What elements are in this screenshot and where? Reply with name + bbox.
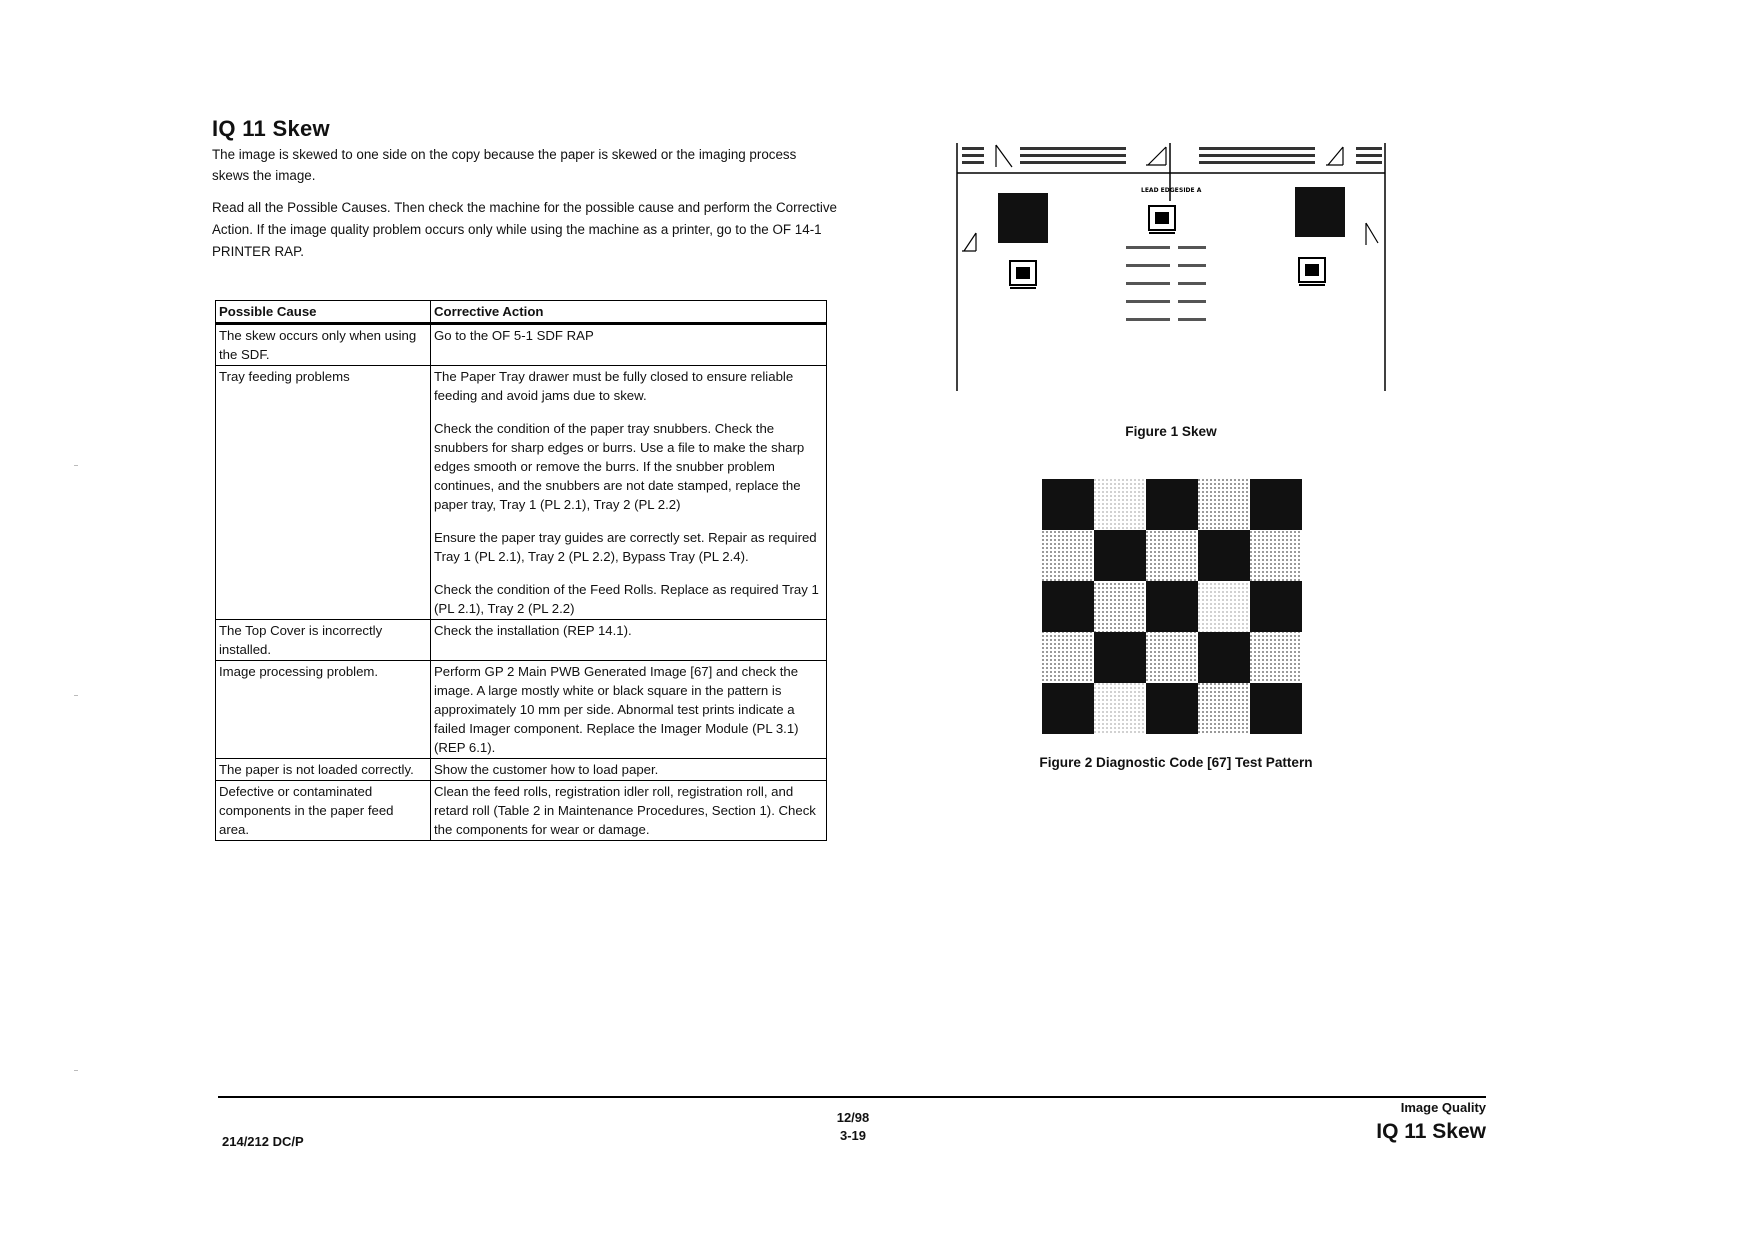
table-row <box>216 661 827 759</box>
header-possible-cause: Possible Cause <box>216 301 431 324</box>
footer-section-title: IQ 11 Skew <box>1376 1120 1486 1143</box>
header-corrective-action: Corrective Action <box>431 301 827 324</box>
action-text: Ensure the paper tray guides are correctly set. Repair as required Tray 1 (PL 2.1), Tray 2 (PL 2.2), Bypass Tray (PL 2.4). <box>434 530 817 564</box>
intro-paragraph: The image is skewed to one side on the copy because the paper is skewed or the imaging process skews the image. <box>212 147 797 183</box>
test-pattern-figure <box>1042 479 1302 734</box>
margin-speck <box>74 1070 78 1071</box>
action-text: The Paper Tray drawer must be fully closed to ensure reliable feeding and avoid jams due to skew. <box>434 369 794 403</box>
table-row <box>216 781 827 841</box>
action-text: Clean the feed rolls, registration idler roll, registration roll, and retard roll (Table 2 in Maintenance Procedures, Section 1). Check the components for wear or damage. <box>434 784 816 837</box>
cause-cell: Tray feeding problems <box>216 366 431 620</box>
cause-cell: Image processing problem. <box>216 661 431 759</box>
action-cell <box>431 324 827 366</box>
side-a-label: SIDE A <box>1179 187 1202 194</box>
top-scale-band <box>962 147 1382 164</box>
footer-rule <box>218 1096 1486 1098</box>
action-text: Perform GP 2 Main PWB Generated Image [67] and check the image. A large mostly white or black square in the pattern is approximately 10 mm per side. Abnormal test prints indicate a failed Imager component. Replace the Imager Module (PL 3.1) (REP 6.1). <box>434 664 799 755</box>
text-sample-block <box>1126 246 1206 321</box>
action-text: Show the customer how to load paper. <box>434 762 659 777</box>
page-title: IQ 11 Skew <box>212 116 330 141</box>
margin-speck <box>74 695 78 696</box>
solid-square-left <box>998 193 1048 243</box>
action-text: Check the condition of the paper tray snubbers. Check the snubbers for sharp edges or burrs. Use a file to make the sharp edges smooth or remove the burrs. If the snubber problem continues, and the snubbers are not date stamped, replace the paper tray, Tray 1 (PL 2.1), Tray 2 (PL 2.2) <box>434 421 805 512</box>
footer-model: 214/212 DC/P <box>222 1134 304 1149</box>
action-text: Check the installation (REP 14.1). <box>434 623 632 638</box>
cause-action-table <box>215 300 827 841</box>
figure1-caption: Figure 1 Skew <box>1125 424 1217 439</box>
cause-cell: The paper is not loaded correctly. <box>216 759 431 781</box>
table-header-row <box>216 301 827 324</box>
action-cell <box>431 620 827 661</box>
table-row <box>216 759 827 781</box>
skew-figure <box>956 143 1386 391</box>
action-cell <box>431 366 827 620</box>
registration-target <box>1299 258 1325 285</box>
registration-target <box>1149 206 1175 233</box>
footer-section: Image Quality <box>1400 1100 1486 1115</box>
action-text: Check the condition of the Feed Rolls. Replace as required Tray 1 (PL 2.1), Tray 2 (PL 2.2) <box>434 582 819 616</box>
cause-cell: The Top Cover is incorrectly installed. <box>216 620 431 661</box>
action-cell <box>431 661 827 759</box>
footer-date: 12/98 <box>836 1110 870 1125</box>
action-text: Go to the OF 5-1 SDF RAP <box>434 328 594 343</box>
solid-square-right <box>1295 187 1345 237</box>
table-row <box>216 366 827 620</box>
cause-cell: The skew occurs only when using the SDF. <box>216 324 431 366</box>
action-cell <box>431 759 827 781</box>
table-row <box>216 620 827 661</box>
table-row <box>216 324 827 366</box>
margin-speck <box>74 465 78 466</box>
checkerboard-pattern <box>1042 479 1302 734</box>
cause-cell: Defective or contaminated components in the paper feed area. <box>216 781 431 841</box>
figure2-caption: Figure 2 Diagnostic Code [67] Test Pattern <box>1039 755 1313 770</box>
footer-page-number: 3-19 <box>839 1128 867 1143</box>
instructions-paragraph: Read all the Possible Causes. Then check the machine for the possible cause and perform the Corrective Action. If the image quality problem occurs only while using the machine as a printer, go to the OF 14-1 PRINTER RAP. <box>212 200 837 259</box>
lead-edge-label: LEAD EDGE <box>1141 187 1179 194</box>
action-cell <box>431 781 827 841</box>
registration-target <box>1010 261 1036 288</box>
